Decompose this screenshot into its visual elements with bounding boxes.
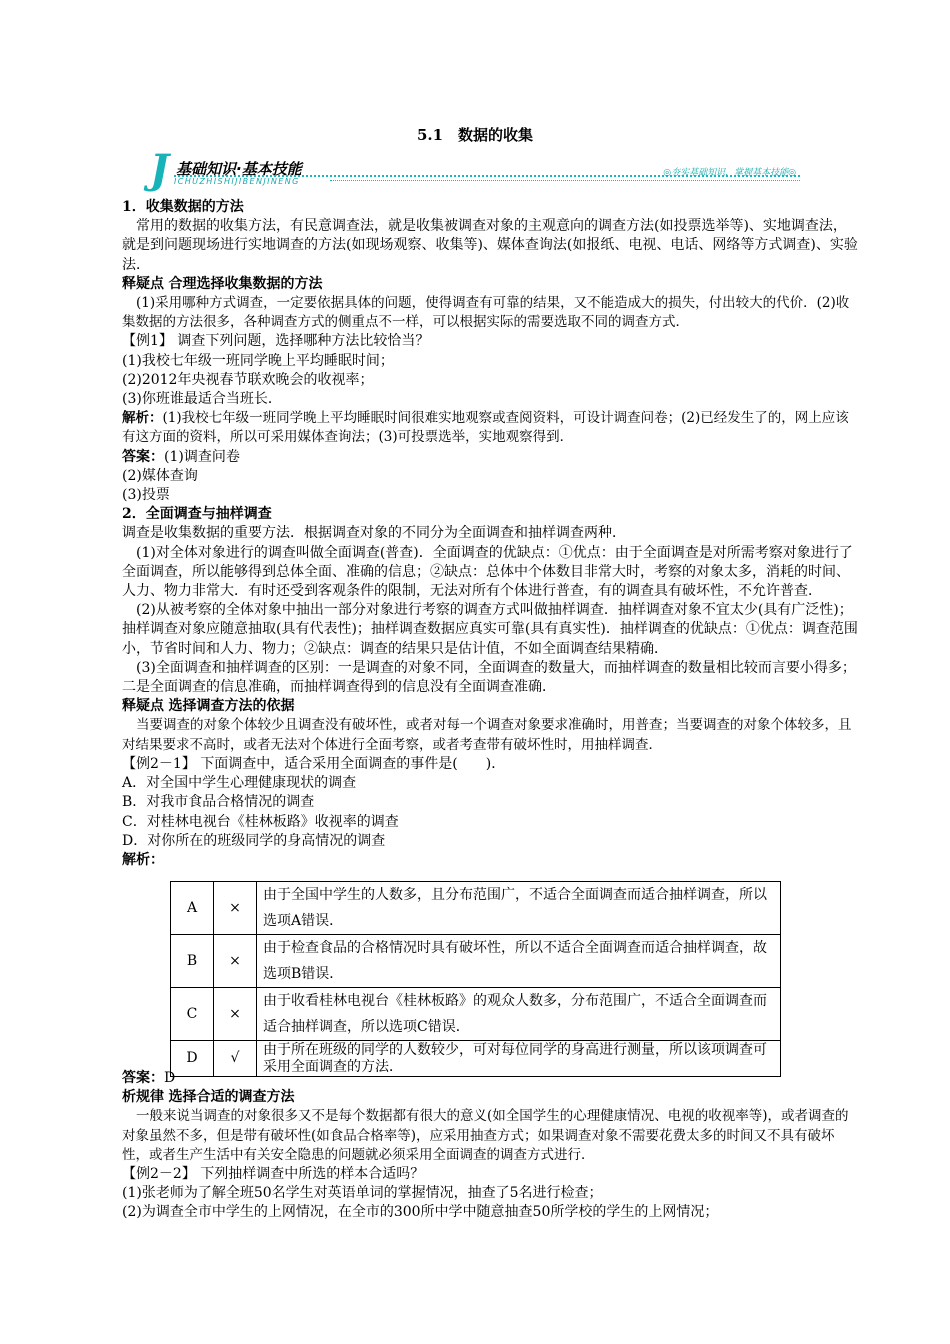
analysis-table [170, 881, 781, 1077]
rule-text: 一般来说当调查的对象很多又不是每个数据都有很大的意义(如全国学生的心理健康情况、电视的收视率等)，或者调查的对象虽然不多，但是带有破坏性(如食品合格率等)，应采用抽查方式；如果调查对象不需要花费太多的时间又不具有破坏性，或者生产生活中有关安全隐患的问题就必须采用全面调查的调查方式进行． [122, 1108, 849, 1163]
example-item: (1)我校七年级一班同学晚上平均睡眠时间； [122, 352, 394, 369]
reason-cell: 由于收看桂林电视台《桂林板路》的观众人数多，分布范围广，不适合全面调查而适合抽样调查，所以选项C错误． [257, 988, 781, 1041]
mark-cell: √ [214, 1041, 257, 1077]
reason-cell: 由于所在班级的同学的人数较少，可对每位同学的身高进行测量，所以该项调查可采用全面调查的方法． [257, 1041, 781, 1077]
option-d: D．对你所在的班级同学的身高情况的调查 [122, 832, 386, 849]
banner-line-2 [330, 180, 800, 181]
reason-cell: 由于全国中学生的人数多，且分布范围广，不适合全面调查而适合抽样调查，所以选项A错误． [257, 882, 781, 935]
example-2-1 [122, 755, 860, 774]
section-2-intro: 调查是收集数据的重要方法．根据调查对象的不同分为全面调查和抽样调查两种． [122, 525, 626, 542]
explain-text: (1)采用哪种方式调查，一定要依据具体的问题，使得调查有可靠的结果，又不能造成大的损失，付出较大的代价．(2)收集数据的方法很多，各种调查方式的侧重点不一样，可以根据实际的需要选取不同的调查方式． [122, 295, 850, 331]
option-cell: A [171, 882, 214, 935]
option-c: C．对桂林电视台《桂林板路》收视率的调查 [122, 813, 399, 830]
answer-item: (3)投票 [122, 487, 170, 504]
explain-label: 释疑点 [122, 698, 164, 715]
section-2-para-1: (1)对全体对象进行的调查叫做全面调查(普查)．全面调查的优缺点：①优点：由于全面调查是对所需考察对象进行了全面调查，所以能够得到总体全面、准确的信息；②缺点：总体中个体数目非常大时，考察的对象太多，消耗的时间、人力、物力非常大．有时还受到客观条件的限制，无法对所有个体进行普查，有的调查具有破坏性，不允许普查． [122, 544, 853, 600]
example-text: 下列抽样调查中所选的样本合适吗？ [200, 1166, 425, 1183]
explain-block-1 [122, 275, 860, 294]
analysis-text: (1)我校七年级一班同学晚上平均睡眠时间很难实地观察或查阅资料，可设计调查问卷；(2)已经发生了的，网上应该有这方面的资料，所以可采用媒体查询法；(3)可投票选举，实地观察得到． [122, 410, 849, 446]
answer-label: 答案： [122, 1070, 164, 1086]
answer-item: (2)媒体查询 [122, 467, 198, 484]
banner-title: 基础知识·基本技能 [176, 160, 302, 178]
example-text: 下面调查中，适合采用全面调查的事件是( )． [200, 755, 506, 772]
after-table-content [122, 1069, 860, 1223]
answer-value: D [164, 1070, 176, 1086]
example-item: (1)张老师为了解全班50名学生对英语单词的掌握情况，抽查了5名进行检查； [122, 1185, 603, 1202]
example-item: (2)为调查全市中学生的上网情况，在全市的300所中学中随意抽查50所学校的学生的上网情况； [122, 1204, 719, 1221]
table-row [171, 882, 781, 935]
table-row [171, 935, 781, 988]
analysis-1 [122, 409, 860, 447]
answer-item: (1)调查问卷 [164, 448, 240, 465]
example-item: (3)你班谁最适合当班长． [122, 391, 282, 408]
example-1 [122, 332, 860, 351]
option-cell: B [171, 935, 214, 988]
main-content [122, 198, 860, 870]
rule-title: 选择合适的调查方法 [168, 1089, 295, 1106]
mark-cell: × [214, 935, 257, 988]
section-banner [150, 146, 800, 194]
analysis-label: 解析： [122, 410, 163, 427]
mark-cell: × [214, 988, 257, 1041]
option-cell: C [171, 988, 214, 1041]
banner-letter: J [150, 146, 169, 193]
banner-subtitle: ICHUZHISHIJIBENJINENG [174, 177, 300, 186]
page-title: 5.1 数据的收集 [416, 126, 534, 144]
example-item: (2)2012年央视春节联欢晚会的收视率； [122, 371, 374, 388]
answer-2-1 [122, 1069, 860, 1088]
answer-label: 答案： [122, 448, 164, 465]
example-text: 调查下列问题，选择哪种方法比较恰当？ [177, 333, 430, 350]
section-1-heading: 1．收集数据的方法 [122, 199, 244, 215]
example-label: 【例2－1】 [122, 755, 196, 772]
explain-block-2 [122, 697, 860, 716]
mark-cell: × [214, 882, 257, 935]
option-b: B．对我市食品合格情况的调查 [122, 794, 315, 811]
option-a: A．对全国中学生心理健康现状的调查 [122, 775, 357, 792]
explain-title: 合理选择收集数据的方法 [168, 275, 323, 292]
section-2-para-2: (2)从被考察的全体对象中抽出一部分对象进行考察的调查方式叫做抽样调查．抽样调查对象不宜太少(具有广泛性)；抽样调查对象应随意抽取(具有代表性)；抽样调查数据应真实可靠(具有真实性)．抽样调查的优缺点：①优点：调查范围小，节省时间和人力、物力；②缺点：调查的结果只是估计值，不如全面调查结果精确． [122, 602, 858, 657]
section-1-paragraph: 常用的数据的收集方法，有民意调查法，就是收集被调查对象的主观意向的调查方法(如投票选举等)、实地调查法，就是到问题现场进行实地调查的方法(如现场观察、收集等)、媒体查询法(如报纸、电视、电话、网络等方式调查)、实验法． [122, 218, 858, 273]
explain-title: 选择调查方法的依据 [168, 698, 295, 715]
analysis-label: 解析： [122, 851, 164, 868]
reason-cell: 由于检查食品的合格情况时具有破坏性，所以不适合全面调查而适合抽样调查，故选项B错误． [257, 935, 781, 988]
rule-block [122, 1088, 860, 1107]
answer-1 [122, 448, 860, 467]
section-2-para-3: (3)全面调查和抽样调查的区别：一是调查的对象不同，全面调查的数量大，而抽样调查的数量相比较而言要小得多；二是全面调查的信息准确，而抽样调查得到的信息没有全面调查准确． [122, 659, 856, 696]
option-cell: D [171, 1041, 214, 1077]
table-row [171, 988, 781, 1041]
banner-slogan: ◎夯实基础知识，掌握基本技能◎ [663, 168, 796, 178]
example-label: 【例1】 [122, 333, 173, 350]
explain-label: 释疑点 [122, 275, 164, 292]
section-2-heading: 2．全面调查与抽样调查 [122, 506, 272, 523]
rule-label: 析规律 [122, 1089, 164, 1106]
explain-text: 当要调查的对象个体较少且调查没有破坏性，或者对每一个调查对象要求准确时，用普查；当要调查的对象个体较多，且对结果要求不高时，或者无法对个体进行全面考察，或者考查带有破坏性时，用抽样调查． [122, 717, 852, 753]
example-2-2 [122, 1165, 860, 1184]
example-label: 【例2－2】 [122, 1166, 196, 1183]
